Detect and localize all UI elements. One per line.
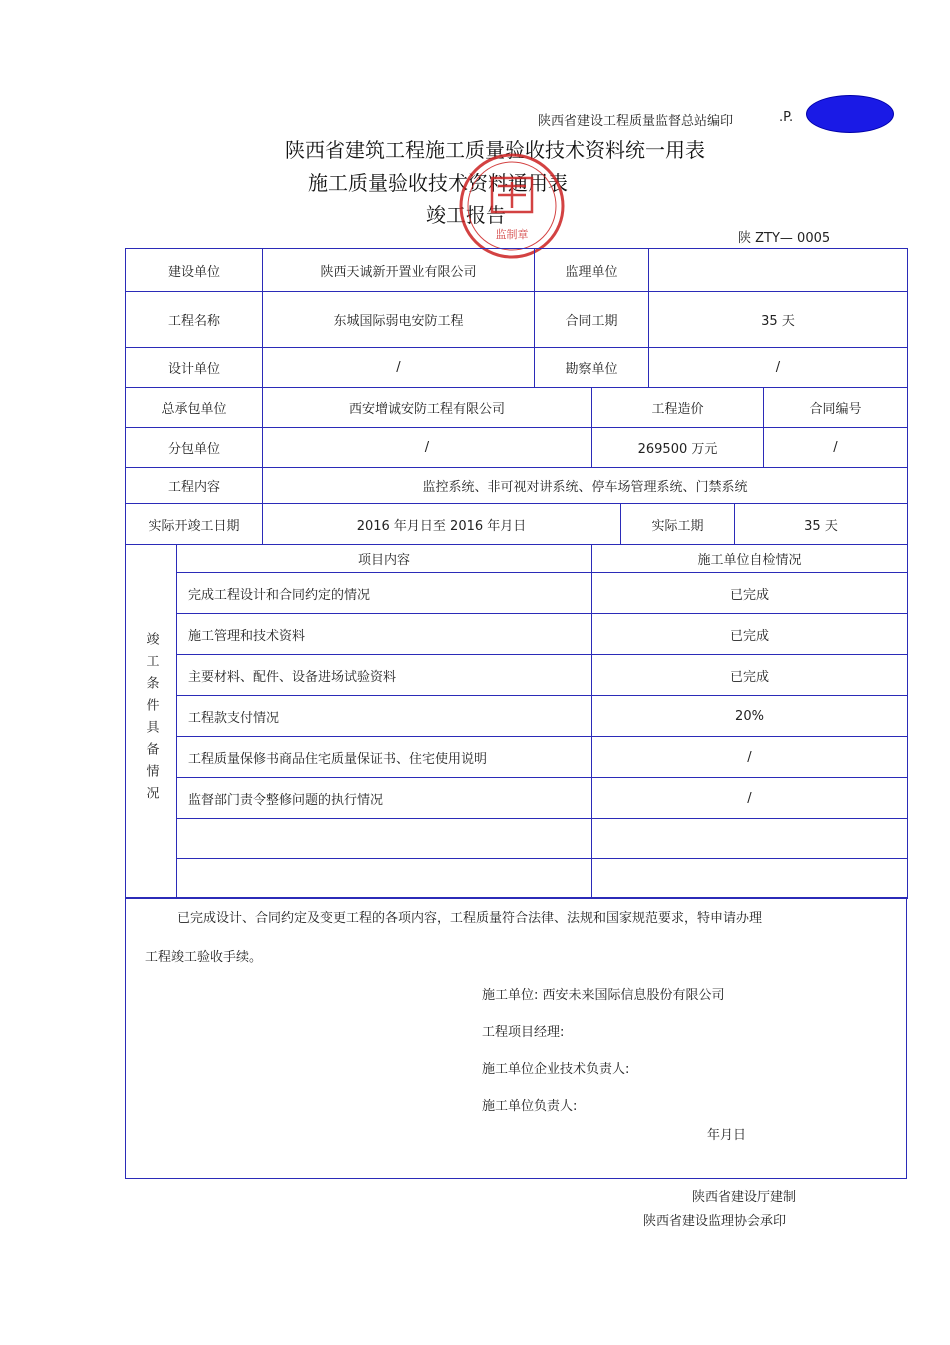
label-actual-dates: 实际开竣工日期	[126, 504, 263, 545]
label-contract-period: 合同工期	[535, 292, 649, 348]
value-actual-period: 35 天	[735, 504, 908, 545]
form-code: 陕 ZTY— 0005	[738, 231, 831, 246]
label-project-content: 工程内容	[126, 468, 263, 504]
compiler-note: 陕西省建设工程质量监督总站编印	[538, 114, 734, 129]
project-manager-line: 工程项目经理:	[482, 1025, 565, 1040]
label-project-name: 工程名称	[126, 292, 263, 348]
condition-item: 完成工程设计和合同约定的情况	[177, 573, 592, 614]
blue-oval-mark	[806, 95, 894, 133]
condition-item: 监督部门责令整修问题的执行情况	[177, 778, 592, 819]
condition-check: 已完成	[592, 573, 908, 614]
label-designer: 设计单位	[126, 348, 263, 388]
label-surveyor: 勘察单位	[535, 348, 649, 388]
header-self-check: 施工单位自检情况	[592, 545, 908, 573]
value-general-contractor: 西安增诚安防工程有限公司	[263, 388, 592, 428]
value-surveyor: /	[649, 348, 908, 388]
condition-check	[592, 859, 908, 899]
value-supervisor	[649, 249, 908, 292]
label-subcontractor: 分包单位	[126, 428, 263, 468]
seal-label: 监制章	[495, 228, 529, 241]
unit-lead-line: 施工单位负责人:	[482, 1099, 578, 1114]
header-item-content: 项目内容	[177, 545, 592, 573]
info-table-content	[125, 467, 908, 504]
statement-line-1: 已完成设计、合同约定及变更工程的各项内容，工程质量符合法律、法规和国家规范要求，特申请办理	[177, 911, 763, 926]
info-table-dates	[125, 503, 908, 545]
conditions-table	[125, 544, 908, 899]
label-general-contractor: 总承包单位	[126, 388, 263, 428]
condition-item: 工程款支付情况	[177, 696, 592, 737]
label-project-cost: 工程造价	[592, 388, 764, 428]
label-supervisor: 监理单位	[535, 249, 649, 292]
page-mark: .P.	[779, 110, 794, 125]
value-project-cost: 269500 万元	[592, 428, 764, 468]
footer-printed-by: 陕西省建设监理协会承印	[643, 1214, 787, 1229]
contractor-line: 施工单位: 西安未来国际信息股份有限公司	[482, 988, 725, 1003]
label-actual-period: 实际工期	[621, 504, 735, 545]
value-contract-number: /	[764, 428, 908, 468]
info-table-top	[125, 248, 908, 388]
sub-title: 施工质量验收技术资料通用表	[308, 171, 568, 195]
document-title: 竣工报告	[426, 203, 506, 227]
footer-made-by: 陕西省建设厅建制	[692, 1190, 797, 1205]
statement-line-2: 工程竣工验收手续。	[145, 950, 263, 965]
value-contract-period: 35 天	[649, 292, 908, 348]
value-actual-dates: 2016 年月日至 2016 年月日	[263, 504, 621, 545]
value-project-content: 监控系统、非可视对讲系统、停车场管理系统、门禁系统	[263, 468, 908, 504]
supervision-seal-icon	[458, 152, 566, 260]
condition-item: 施工管理和技术资料	[177, 614, 592, 655]
date-line: 年月日	[707, 1128, 747, 1143]
condition-check: 已完成	[592, 655, 908, 696]
condition-check: 已完成	[592, 614, 908, 655]
condition-item: 工程质量保修书商品住宅质量保证书、住宅使用说明	[177, 737, 592, 778]
label-contract-number: 合同编号	[764, 388, 908, 428]
value-project-name: 东城国际弱电安防工程	[263, 292, 535, 348]
condition-check: 20%	[592, 696, 908, 737]
conditions-side-label: 竣工条件具备情况	[143, 631, 159, 808]
main-title: 陕西省建筑工程施工质量验收技术资料统一用表	[285, 138, 705, 162]
value-builder: 陕西天诚新开置业有限公司	[263, 249, 535, 292]
condition-check	[592, 819, 908, 859]
condition-item	[177, 819, 592, 859]
condition-check: /	[592, 778, 908, 819]
label-builder: 建设单位	[126, 249, 263, 292]
condition-item: 主要材料、配件、设备进场试验资料	[177, 655, 592, 696]
condition-check: /	[592, 737, 908, 778]
value-subcontractor: /	[263, 428, 592, 468]
info-table-mid	[125, 387, 908, 468]
condition-item	[177, 859, 592, 899]
technical-lead-line: 施工单位企业技术负责人:	[482, 1062, 630, 1077]
value-designer: /	[263, 348, 535, 388]
conditions-side-cell	[126, 545, 177, 899]
